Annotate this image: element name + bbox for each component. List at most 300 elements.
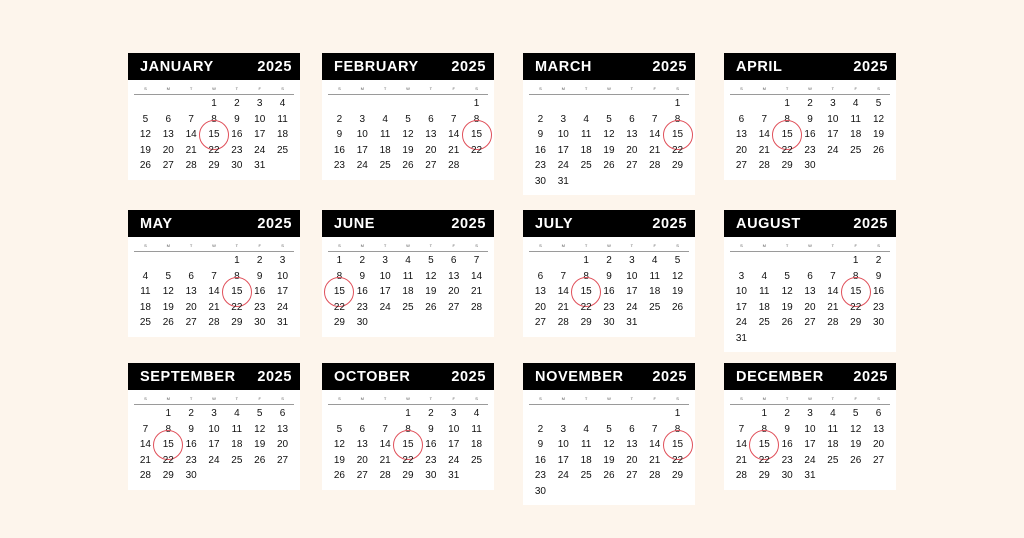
day-cell: 30: [425, 470, 437, 481]
highlighted-day: 15: [666, 127, 689, 143]
weekday-label: W: [607, 86, 611, 91]
weekday-label: T: [785, 243, 789, 248]
day-cell: 9: [784, 423, 790, 435]
weekday-label: F: [653, 86, 656, 91]
day-cell: 7: [560, 270, 567, 282]
day-cell: 24: [379, 301, 391, 313]
day-cell: 23: [804, 144, 816, 156]
day-cell: 2: [428, 408, 434, 419]
day-cell: 18: [402, 286, 414, 297]
month-card-april: [724, 53, 896, 180]
day-cell: 4: [382, 113, 388, 125]
weekday-label: F: [653, 396, 656, 401]
day-cell: 21: [448, 144, 460, 156]
weekday-label: T: [831, 243, 835, 248]
day-cell: 30: [356, 317, 368, 328]
day-cell: 2: [537, 113, 544, 125]
day-cell: 3: [560, 113, 567, 125]
day-cell: 30: [804, 160, 816, 171]
weekday-label: W: [406, 86, 410, 91]
day-cell: 22: [758, 454, 770, 466]
weekday-header-row: [724, 237, 896, 248]
day-cell: 22: [580, 301, 592, 313]
day-cell: 30: [534, 175, 546, 187]
day-cell: 6: [807, 270, 813, 282]
day-cell: 7: [830, 270, 836, 282]
day-cell: 22: [402, 454, 414, 466]
month-name: MAY: [140, 215, 173, 232]
day-cell: 4: [830, 408, 836, 419]
day-cell: 18: [827, 439, 839, 450]
day-cell: 2: [875, 255, 882, 266]
day-cell: 17: [379, 286, 391, 297]
weekday-label: T: [235, 396, 239, 401]
weekday-label: S: [676, 243, 679, 248]
day-cell: 31: [804, 470, 816, 481]
day-cell: 25: [580, 160, 592, 171]
weekday-label: F: [452, 396, 455, 401]
year-label: 2025: [652, 368, 687, 385]
day-cell: 24: [827, 144, 839, 156]
month-card-july: [523, 210, 695, 337]
day-cell: 19: [603, 454, 615, 466]
day-cell: 8: [761, 423, 768, 435]
day-grid: [724, 405, 896, 490]
day-cell: 29: [781, 160, 793, 171]
day-cell: 14: [649, 129, 661, 140]
weekday-label: T: [630, 243, 634, 248]
month-header: [128, 363, 300, 390]
day-cell: 1: [852, 255, 859, 266]
day-cell: 18: [277, 129, 289, 140]
weekday-label: M: [561, 396, 565, 401]
weekday-label: S: [475, 86, 478, 91]
day-cell: 22: [850, 301, 862, 313]
day-cell: 3: [211, 408, 217, 419]
day-cell: 10: [277, 270, 289, 282]
day-cell: 1: [761, 408, 768, 419]
day-cell: 27: [277, 454, 289, 466]
highlighted-day: 15: [776, 127, 799, 143]
day-cell: 28: [139, 470, 151, 481]
weekday-label: S: [144, 86, 147, 91]
day-cell: 25: [231, 454, 243, 466]
empty-cell: [203, 253, 226, 269]
day-cell: 11: [402, 270, 414, 282]
highlighted-day: 15: [666, 437, 689, 453]
weekday-header-row: [322, 390, 494, 401]
day-cell: 27: [626, 160, 638, 171]
day-cell: 10: [804, 423, 816, 435]
day-cell: 26: [781, 317, 793, 328]
day-cell: 27: [162, 160, 174, 171]
day-grid: [724, 252, 896, 352]
day-cell: 28: [557, 317, 569, 328]
day-cell: 29: [208, 160, 220, 171]
month-header: [128, 53, 300, 80]
empty-cell: [328, 96, 351, 112]
day-cell: 21: [649, 454, 661, 466]
day-cell: 28: [758, 160, 770, 171]
day-cell: 31: [254, 160, 266, 171]
day-cell: 4: [279, 98, 286, 109]
day-cell: 9: [606, 270, 612, 282]
empty-cell: [620, 96, 643, 112]
day-cell: 19: [603, 144, 615, 156]
empty-cell: [134, 406, 157, 422]
weekday-label: W: [406, 243, 410, 248]
year-label: 2025: [853, 58, 888, 75]
day-cell: 6: [450, 255, 457, 266]
year-label: 2025: [257, 215, 292, 232]
day-cell: 3: [560, 423, 567, 435]
weekday-label: W: [607, 243, 611, 248]
day-cell: 20: [804, 301, 816, 313]
weekday-label: M: [360, 396, 364, 401]
day-cell: 5: [606, 423, 612, 435]
year-label: 2025: [652, 215, 687, 232]
day-cell: 6: [738, 113, 745, 125]
day-cell: 18: [649, 286, 661, 297]
day-cell: 10: [448, 423, 460, 435]
day-cell: 10: [379, 270, 391, 282]
weekday-label: S: [144, 243, 147, 248]
day-cell: 2: [807, 98, 813, 109]
highlighted-day: 15: [328, 284, 351, 300]
month-body: [523, 390, 695, 505]
empty-cell: [575, 96, 598, 112]
day-cell: 19: [139, 144, 151, 156]
day-cell: 10: [827, 113, 839, 125]
day-cell: 3: [738, 270, 745, 282]
day-cell: 25: [850, 144, 862, 156]
empty-cell: [134, 253, 157, 269]
day-cell: 5: [784, 270, 790, 282]
day-cell: 12: [850, 423, 862, 435]
day-cell: 9: [875, 270, 882, 282]
weekday-label: T: [429, 396, 433, 401]
day-cell: 12: [254, 423, 266, 435]
day-cell: 5: [256, 408, 263, 419]
day-cell: 10: [254, 113, 266, 125]
day-cell: 12: [672, 270, 684, 282]
day-cell: 28: [649, 160, 661, 171]
month-header: [128, 210, 300, 237]
day-cell: 9: [428, 423, 434, 435]
weekday-label: M: [762, 86, 766, 91]
empty-cell: [351, 406, 374, 422]
day-cell: 14: [758, 129, 770, 140]
weekday-label: W: [808, 86, 812, 91]
day-cell: 9: [188, 423, 194, 435]
empty-cell: [157, 96, 180, 112]
month-body: [523, 80, 695, 195]
day-cell: 7: [651, 423, 658, 435]
day-cell: 1: [165, 408, 172, 419]
day-cell: 3: [807, 408, 813, 419]
day-cell: 31: [735, 332, 747, 344]
day-cell: 30: [873, 317, 885, 328]
day-cell: 7: [188, 113, 194, 125]
weekday-label: S: [338, 86, 341, 91]
day-cell: 4: [761, 270, 768, 282]
empty-cell: [180, 96, 203, 112]
highlighted-day: 15: [753, 437, 776, 453]
day-cell: 17: [557, 144, 569, 156]
day-cell: 23: [425, 454, 437, 466]
day-cell: 16: [254, 286, 266, 297]
weekday-label: S: [877, 86, 880, 91]
day-cell: 3: [359, 113, 366, 125]
day-cell: 27: [356, 470, 368, 481]
day-cell: 26: [139, 160, 151, 171]
day-cell: 24: [254, 144, 266, 156]
day-cell: 14: [649, 439, 661, 450]
empty-cell: [374, 96, 397, 112]
month-card-december: [724, 363, 896, 490]
day-grid: [128, 95, 300, 180]
day-cell: 14: [827, 286, 839, 297]
day-cell: 23: [873, 301, 885, 313]
day-cell: 11: [231, 423, 243, 435]
day-cell: 25: [277, 144, 289, 156]
weekday-label: F: [854, 243, 857, 248]
day-cell: 13: [162, 129, 174, 140]
day-grid: [523, 405, 695, 505]
day-cell: 30: [603, 317, 615, 328]
day-cell: 12: [162, 286, 174, 297]
month-card-february: [322, 53, 494, 180]
day-cell: 22: [162, 454, 174, 466]
day-cell: 8: [674, 423, 681, 435]
day-cell: 31: [448, 470, 460, 481]
day-cell: 17: [557, 454, 569, 466]
weekday-label: T: [584, 396, 588, 401]
weekday-label: S: [877, 396, 880, 401]
weekday-label: T: [429, 243, 433, 248]
empty-cell: [529, 253, 552, 269]
day-cell: 27: [448, 301, 460, 313]
day-cell: 1: [405, 408, 411, 419]
day-cell: 1: [211, 98, 217, 109]
empty-cell: [643, 96, 666, 112]
highlighted-day: 15: [575, 284, 598, 300]
day-cell: 20: [185, 301, 197, 313]
day-cell: 21: [471, 286, 483, 297]
day-cell: 16: [534, 144, 546, 156]
day-cell: 25: [402, 301, 414, 313]
year-label: 2025: [451, 215, 486, 232]
day-cell: 11: [471, 423, 482, 435]
weekday-label: S: [740, 243, 743, 248]
year-label: 2025: [853, 368, 888, 385]
day-cell: 6: [165, 113, 172, 125]
weekday-label: T: [383, 243, 387, 248]
month-body: [322, 80, 494, 180]
day-cell: 7: [142, 423, 149, 435]
empty-cell: [575, 406, 598, 422]
day-cell: 21: [208, 301, 220, 313]
day-cell: 7: [211, 270, 217, 282]
day-cell: 11: [379, 129, 391, 140]
day-cell: 8: [473, 113, 480, 125]
weekday-label: T: [785, 86, 789, 91]
day-cell: 17: [448, 439, 460, 450]
month-name: JANUARY: [140, 58, 214, 75]
day-cell: 8: [165, 423, 172, 435]
day-cell: 9: [537, 439, 544, 450]
day-cell: 30: [534, 485, 546, 497]
day-cell: 10: [356, 129, 368, 140]
weekday-label: S: [281, 243, 284, 248]
weekday-label: S: [676, 396, 679, 401]
day-cell: 1: [473, 98, 480, 109]
weekday-label: F: [854, 86, 857, 91]
day-cell: 30: [254, 317, 266, 328]
weekday-label: W: [808, 243, 812, 248]
weekday-label: S: [338, 396, 341, 401]
day-cell: 26: [850, 454, 862, 466]
weekday-label: F: [854, 396, 857, 401]
day-cell: 22: [672, 454, 684, 466]
weekday-label: T: [383, 86, 387, 91]
empty-cell: [620, 406, 643, 422]
weekday-header-row: [724, 80, 896, 91]
day-cell: 8: [336, 270, 343, 282]
day-cell: 11: [759, 286, 770, 297]
month-card-march: [523, 53, 695, 195]
weekday-label: W: [406, 396, 410, 401]
day-cell: 5: [875, 98, 882, 109]
day-grid: [523, 95, 695, 195]
day-cell: 27: [534, 317, 546, 328]
weekday-label: M: [762, 396, 766, 401]
day-cell: 6: [629, 113, 635, 125]
day-cell: 22: [471, 144, 483, 156]
day-cell: 23: [231, 144, 243, 156]
empty-cell: [328, 406, 351, 422]
day-cell: 17: [827, 129, 839, 140]
weekday-label: S: [676, 86, 679, 91]
day-cell: 18: [758, 301, 770, 313]
month-name: FEBRUARY: [334, 58, 419, 75]
day-cell: 28: [735, 470, 747, 481]
day-cell: 20: [448, 286, 460, 297]
day-cell: 2: [336, 113, 343, 125]
day-cell: 20: [425, 144, 437, 156]
day-grid: [322, 252, 494, 337]
day-cell: 21: [827, 301, 839, 313]
day-cell: 26: [333, 470, 345, 481]
day-cell: 25: [580, 470, 592, 481]
day-cell: 10: [735, 286, 747, 297]
month-card-june: [322, 210, 494, 337]
weekday-label: T: [383, 396, 387, 401]
day-cell: 26: [672, 301, 684, 313]
day-cell: 17: [804, 439, 816, 450]
day-cell: 4: [234, 408, 240, 419]
day-cell: 28: [448, 160, 460, 171]
day-cell: 19: [333, 454, 345, 466]
day-cell: 10: [626, 270, 638, 282]
day-cell: 12: [402, 129, 414, 140]
day-cell: 24: [804, 454, 816, 466]
month-body: [128, 237, 300, 337]
weekday-label: S: [539, 86, 542, 91]
day-cell: 2: [256, 255, 263, 266]
day-cell: 12: [425, 270, 437, 282]
day-cell: 3: [279, 255, 286, 266]
weekday-label: S: [740, 86, 743, 91]
day-cell: 12: [603, 129, 615, 140]
day-cell: 24: [626, 301, 638, 313]
empty-cell: [552, 253, 575, 269]
day-cell: 29: [672, 160, 684, 171]
month-body: [322, 390, 494, 490]
day-cell: 13: [626, 129, 638, 140]
day-cell: 24: [557, 160, 569, 171]
day-cell: 5: [142, 113, 149, 125]
weekday-label: W: [607, 396, 611, 401]
day-cell: 12: [603, 439, 615, 450]
year-label: 2025: [451, 368, 486, 385]
weekday-label: T: [584, 243, 588, 248]
day-cell: 4: [405, 255, 411, 266]
day-cell: 6: [359, 423, 366, 435]
empty-cell: [776, 253, 799, 269]
day-cell: 18: [580, 454, 592, 466]
empty-cell: [419, 96, 442, 112]
day-cell: 19: [672, 286, 684, 297]
day-cell: 17: [208, 439, 220, 450]
day-cell: 22: [333, 301, 345, 313]
day-cell: 19: [425, 286, 437, 297]
month-body: [322, 237, 494, 337]
day-cell: 10: [557, 129, 569, 140]
day-cell: 16: [781, 439, 793, 450]
day-cell: 7: [651, 113, 658, 125]
day-cell: 3: [629, 255, 635, 266]
month-card-may: [128, 210, 300, 337]
day-cell: 3: [450, 408, 457, 419]
day-grid: [128, 252, 300, 337]
day-cell: 27: [425, 160, 437, 171]
day-grid: [322, 95, 494, 180]
day-cell: 4: [473, 408, 480, 419]
day-cell: 9: [234, 113, 240, 125]
weekday-label: T: [630, 86, 634, 91]
day-cell: 10: [557, 439, 569, 450]
day-cell: 27: [804, 317, 816, 328]
day-cell: 18: [379, 144, 391, 156]
day-cell: 6: [188, 270, 194, 282]
day-cell: 16: [356, 286, 368, 297]
day-cell: 26: [254, 454, 266, 466]
day-cell: 18: [850, 129, 862, 140]
weekday-label: T: [189, 243, 193, 248]
month-header: [523, 210, 695, 237]
day-cell: 23: [603, 301, 615, 313]
day-cell: 4: [142, 270, 149, 282]
day-cell: 23: [534, 160, 546, 171]
day-cell: 23: [333, 160, 345, 171]
month-name: SEPTEMBER: [140, 368, 236, 385]
empty-cell: [442, 96, 465, 112]
month-header: [322, 210, 494, 237]
weekday-label: W: [212, 243, 216, 248]
day-grid: [523, 252, 695, 337]
day-cell: 25: [471, 454, 483, 466]
